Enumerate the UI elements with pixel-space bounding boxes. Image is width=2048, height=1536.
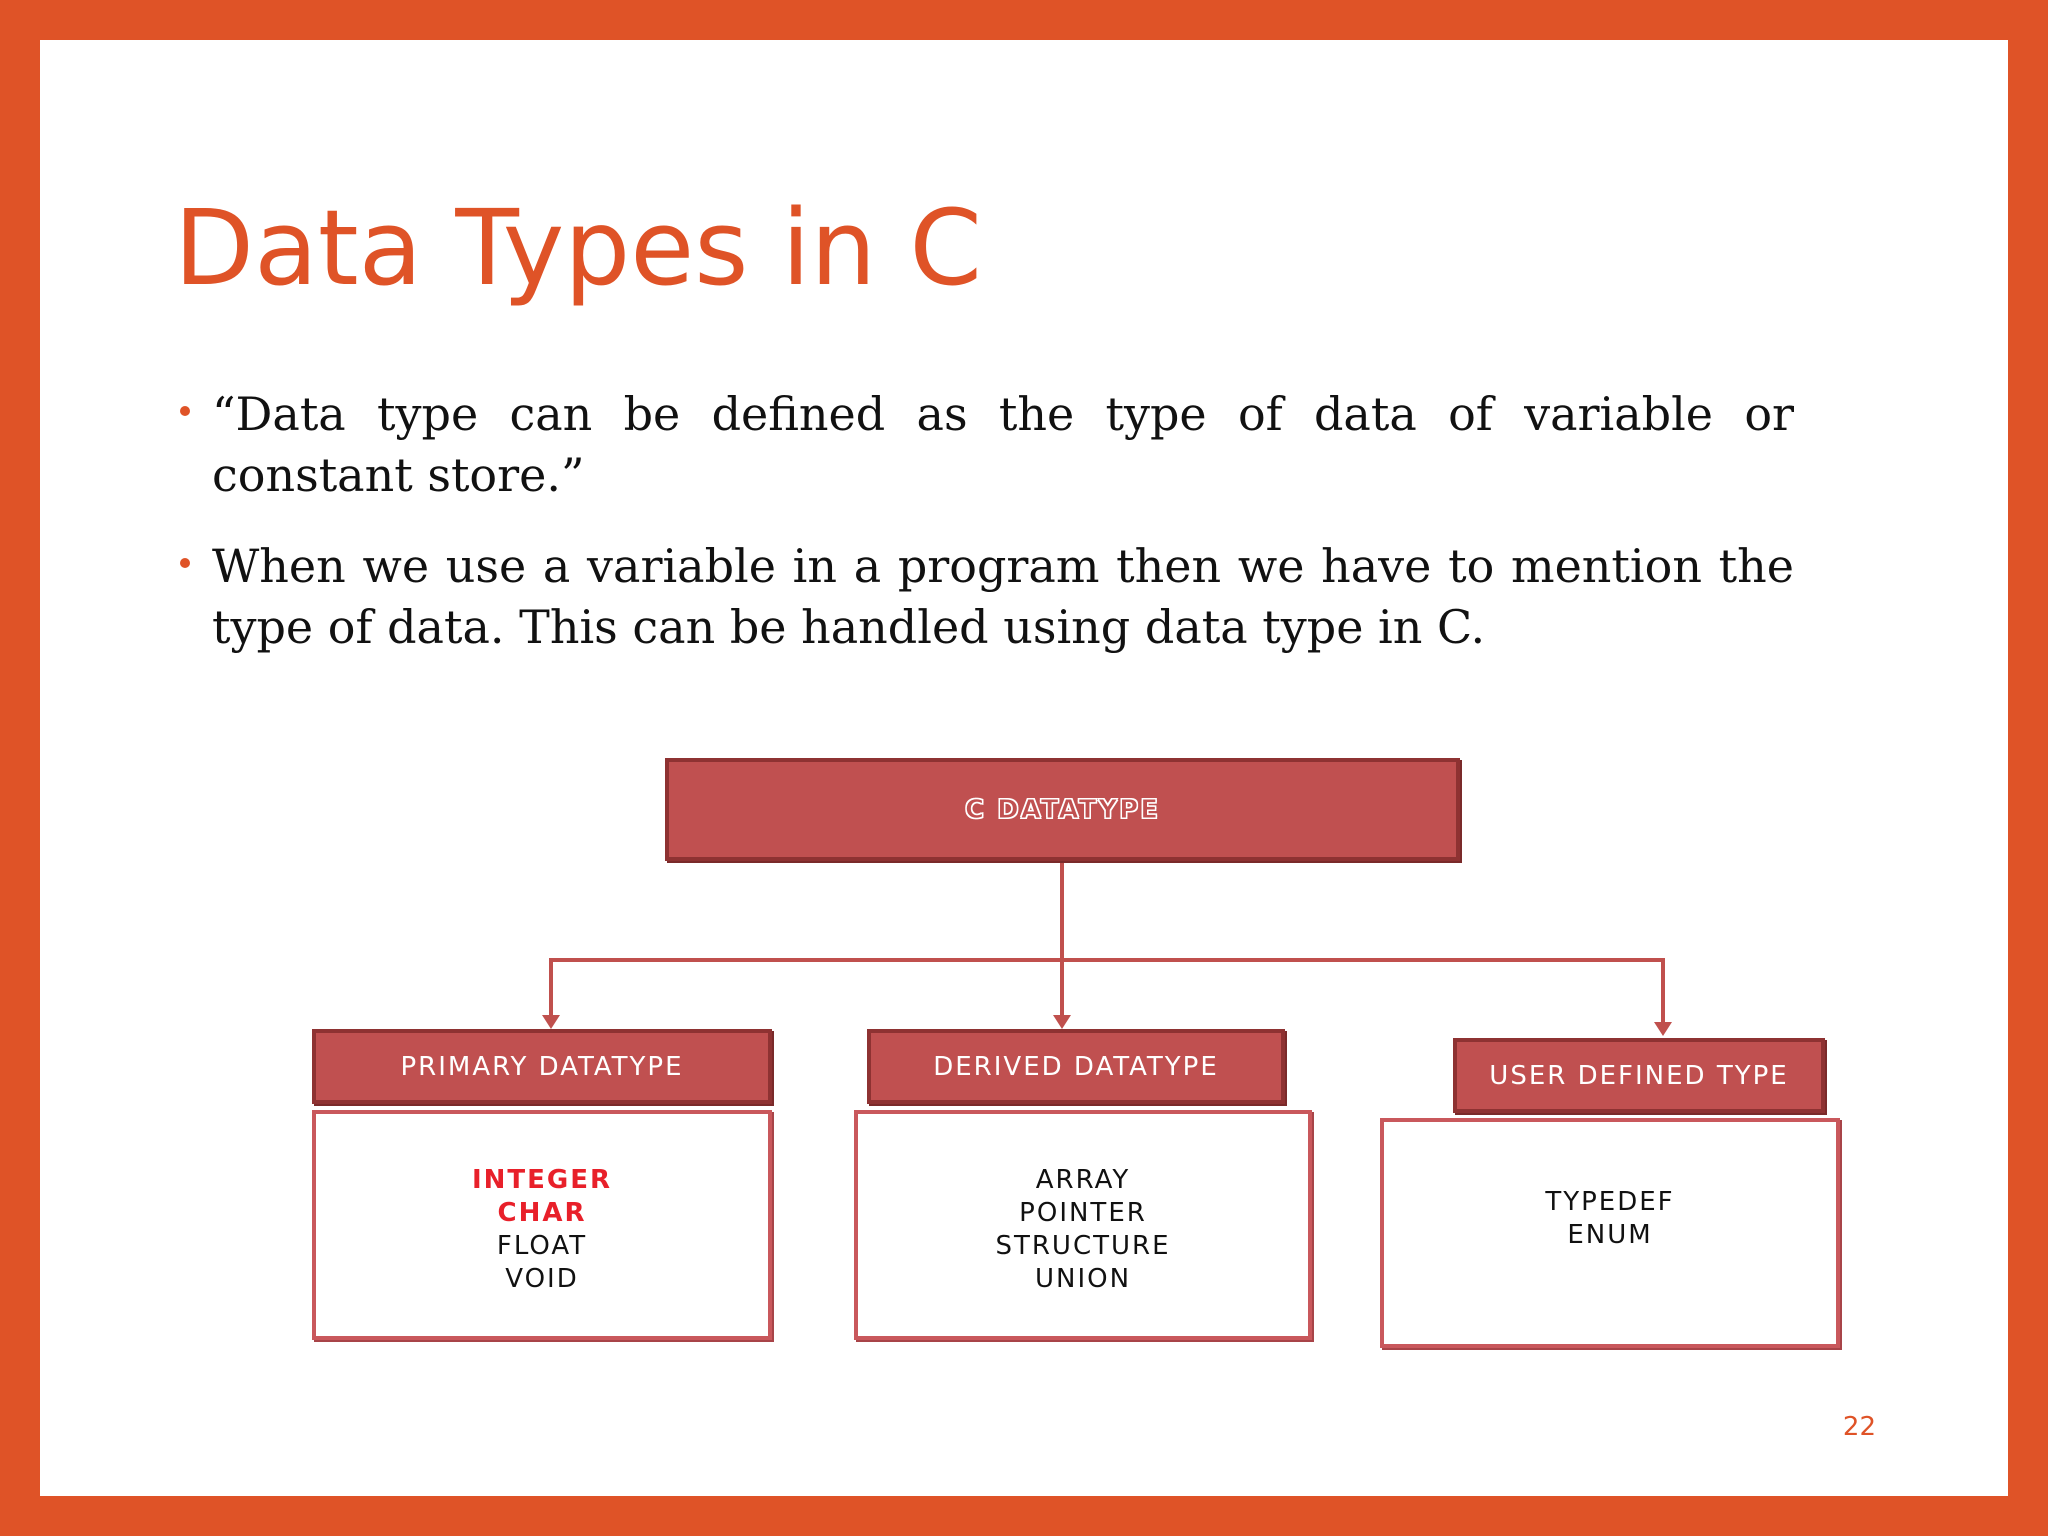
- arrow-down-icon: [542, 1015, 560, 1029]
- root-node: [665, 758, 1460, 861]
- category-content-derived: [854, 1110, 1312, 1340]
- list-item: INTEGER: [471, 1165, 613, 1195]
- connector-middle: [1060, 958, 1064, 1017]
- bullet-text: “Data type can be defined as the type of data of variable or constant store.”: [212, 387, 1794, 502]
- list-item: TYPEDEF: [1545, 1187, 1675, 1217]
- list-item: ENUM: [1567, 1220, 1653, 1250]
- arrow-down-icon: [1654, 1022, 1672, 1036]
- category-header-user-defined: [1453, 1038, 1825, 1113]
- bullet-text: When we use a variable in a program then we have to mention the type of data. This can be handled using data type in C.: [212, 539, 1794, 654]
- connector-right: [1661, 958, 1665, 1024]
- root-node-label: C DATATYPE: [964, 794, 1161, 825]
- category-content-user-defined: [1380, 1118, 1840, 1348]
- category-label: DERIVED DATATYPE: [933, 1051, 1219, 1082]
- list-item: FLOAT: [496, 1231, 588, 1261]
- connector-trunk: [1060, 861, 1064, 961]
- category-label: USER DEFINED TYPE: [1489, 1060, 1789, 1091]
- category-content-primary: [312, 1110, 772, 1340]
- list-item: POINTER: [1019, 1198, 1147, 1228]
- page-number: 22: [1842, 1412, 1876, 1442]
- list-item: VOID: [505, 1264, 579, 1294]
- list-item: ARRAY: [1035, 1165, 1131, 1195]
- list-item: UNION: [1034, 1264, 1132, 1294]
- connector-horizontal: [549, 958, 1665, 962]
- category-label: PRIMARY DATATYPE: [400, 1051, 684, 1082]
- slide-title: Data Types in C: [174, 187, 982, 309]
- category-header-derived: [867, 1029, 1285, 1104]
- connector-left: [549, 958, 553, 1017]
- list-item: CHAR: [497, 1198, 587, 1228]
- list-item: STRUCTURE: [995, 1231, 1171, 1261]
- category-header-primary: [312, 1029, 772, 1104]
- arrow-down-icon: [1053, 1015, 1071, 1029]
